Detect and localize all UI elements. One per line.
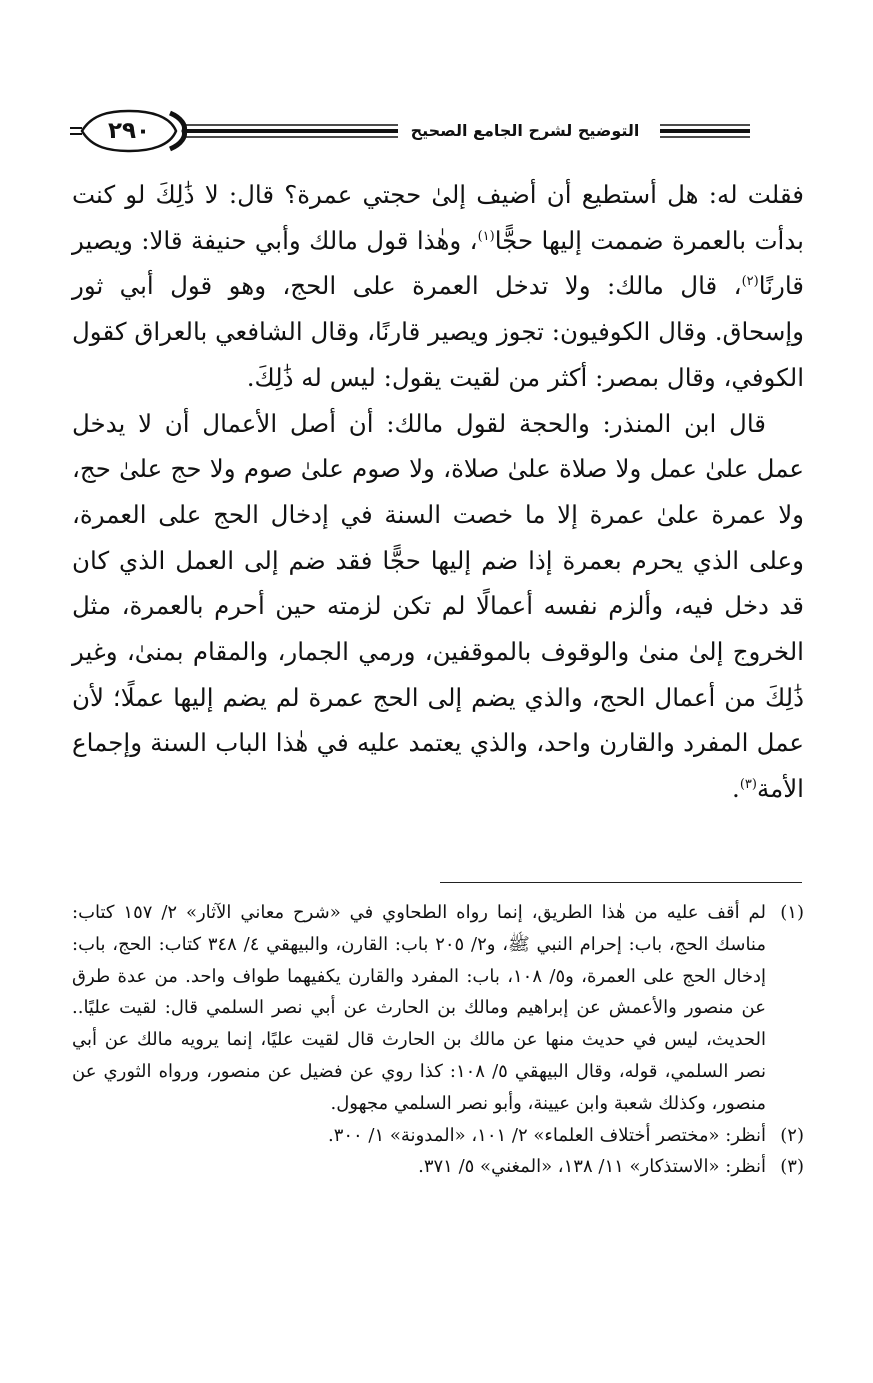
footnote-number: (٣) — [780, 1156, 804, 1178]
footnote-2 — [72, 1120, 804, 1152]
page-header — [70, 108, 805, 154]
footnote-text: أنظر: «الاستذكار» ١١/ ١٣٨، «المغني» ٥/ ٣٧١. — [418, 1156, 766, 1178]
paragraph-1-part-c: ، قال مالك: ولا تدخل العمرة على الحج، وهو قول أبي ثور وإسحاق. وقال الكوفيون: تجوز ويصير قارنًا، وقال الشافعي بالعراق كقول الكوفي، وقال بمصر: أكثر من لقيت يقول: ليس له ذَٰلِكَ. — [72, 271, 804, 392]
footnote-text: أنظر: «مختصر أختلاف العلماء» ٢/ ١٠١، «المدونة» ١/ ٣٠٠. — [327, 1124, 766, 1146]
footnote-text: لم أقف عليه من هٰذا الطريق، إنما رواه الطحاوي في «شرح معاني الآثار» ٢/ ١٥٧ كتاب: مناسك الحج، باب: إحرام النبي ﷺ، و٢/ ٢٠٥ باب: القارن، والبيهقي ٤/ ٣٤٨ كتاب: الحج، باب: إدخال الحج على العمرة، و٥/ ١٠٨، باب: المفرد والقارن يكفيهما طواف واحد. من عدة طرق عن منصور والأعمش عن إبراهيم ومالك بن الحارث عن أبي نصر السلمي قال: لقيت عليًا.. الحديث، ليس في حديث منها عن مالك بن الحارث قال لقيت عليًا، إنما يرويه مالك عن أبي نصر السلمي، قوله، وقال البيهقي ٥/ ١٠٨: كذا روي عن فضيل عن منصور، ورواه الثوري عن منصور، وكذلك شعبة وابن عيينة، وأبو نصر السلمي مجهول. — [72, 902, 766, 1114]
paragraph-2-part-a: قال ابن المنذر: والحجة لقول مالك: أن أصل الأعمال أن لا يدخل عمل علىٰ عمل ولا صلاة علىٰ صلاة، ولا صوم علىٰ صوم ولا حج علىٰ حج، ولا عمرة علىٰ عمرة إلا ما خصت السنة في إدخال الحج على العمرة، وعلى الذي يحرم بعمرة إذا ضم إليها حجًّا فقد ضم إلى العمل الذي كان قد دخل فيه، وألزم نفسه أعمالًا لم تكن لزمته حين أحرم بالعمرة، مثل الخروج إلىٰ منىٰ والوقوف بالموقفين، ورمي الجمار، والمقام بمنىٰ، وغير ذَٰلِكَ من أعمال الحج، والذي يضم إلى الحج عمرة لم يضم إليها عملًا؛ لأن عمل المفرد والقارن واحد، والذي يعتمد عليه في هٰذا الباب السنة وإجماع الأمة — [72, 408, 804, 804]
footnote-3 — [72, 1151, 804, 1183]
footnote-1 — [72, 897, 804, 1120]
paragraph-2 — [72, 401, 804, 812]
paragraph-2-end: . — [732, 774, 740, 804]
footnote-separator — [440, 882, 802, 883]
footnote-number: (١) — [780, 902, 804, 923]
paragraph-1 — [72, 172, 804, 401]
footnotes — [72, 897, 804, 1183]
paragraph-1-part-b: ، وهٰذا قول مالك وأبي حنيفة قالا: ويصير قارنًا — [72, 225, 804, 301]
running-title: التوضيح لشرح الجامع الصحيح — [400, 118, 650, 144]
page-number: ٢٩٠ — [107, 118, 151, 144]
footnote-ref-3: (٣) — [739, 776, 757, 792]
footnote-number: (٢) — [780, 1124, 804, 1146]
paragraph-1-part-a: فقلت له: هل أستطيع أن أضيف إلىٰ حجتي عمرة؟ قال: لا ذَٰلِكَ لو كنت بدأت بالعمرة ضممت إليها حجًّا — [72, 180, 805, 255]
main-text — [72, 172, 804, 812]
footnote-ref-1: (١) — [477, 228, 495, 244]
footnote-ref-2: (٢) — [741, 274, 759, 290]
